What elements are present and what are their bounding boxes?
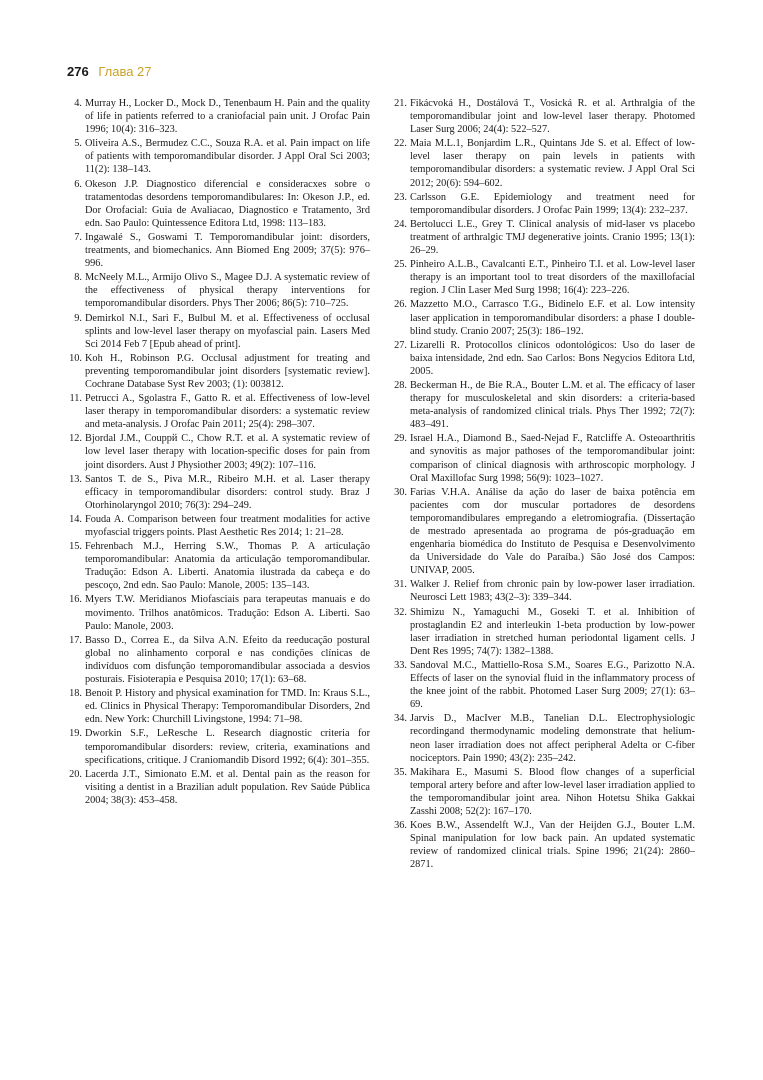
reference-text: Petrucci A., Sgolastra F., Gatto R. et al. Effectiveness of low-level laser therapy in temporomandibular disorders: a systematic review and meta-analysis. J Orofac Pain 2011; 25(4): 298–307. (85, 393, 370, 431)
reference-number: 36. (394, 820, 407, 832)
reference-item (392, 712, 695, 764)
reference-text: Mazzetto M.O., Carrasco T.G., Bidinelo E.F. et al. Low intensity laser application in temporomandibular disorders: a phase I double-blind study. Cranio 2007; 25(3): 186–192. (410, 299, 695, 337)
reference-item (67, 634, 370, 686)
reference-item (67, 473, 370, 512)
reference-text: Fikácvoká H., Dostálová T., Vosická R. et al. Arthralgia of the temporomandibular joint and low-level laser therapy. Photomed Laser Surg 2006; 24(4): 522–527. (410, 98, 695, 136)
reference-text: Ingawalé S., Goswami T. Temporomandibular joint: disorders, treatments, and biomechanics. Ann Biomed Eng 2009; 37(5): 976–996. (85, 231, 370, 270)
reference-number: 19. (69, 728, 82, 740)
reference-text: Farias V.H.A. Análise da açăo do laser de baixa potência em pacientes com dor muscular portadores de desordens temporomandibulares empregando a eletromiografia. (Dissertação de mestrado apresentada ao programa de pós-graduação em engenharia biomédica do Instituto de Pesquisa e Desenvolvimento da Universidade do Vale do Paraíba.) São José dos Campos: UNIVAP, 2005. (410, 486, 695, 577)
reference-text: Beckerman H., de Bie R.A., Bouter L.M. et al. The efficacy of laser therapy for musculoskeletal and skin disorders: a criteria-based meta-analysis of randomized clinical trials. Phys Ther 1992; 72(7): 483–491. (410, 379, 695, 431)
reference-number: 28. (394, 379, 407, 391)
reference-text: Maia M.L.1, Bonjardim L.R., Quintans Jde S. et al. Effect of low-level laser therapy on pain levels in patients with temporomandibular disorders: a systematic review. J Appl Oral Sci 2012; 20(6): 594–602. (410, 138, 695, 189)
reference-item (392, 379, 695, 431)
reference-number: 9. (74, 312, 82, 324)
reference-number: 18. (69, 688, 82, 700)
reference-text: Myers T.W. Meridianos Miofasciais para terapeutas manuais e do movimento. Trilhos anatômicos. Tradução: Edson A. Liberti. Sao Paulo: Manole, 2003. (85, 594, 370, 632)
reference-text: Oliveira A.S., Bermudez C.C., Souza R.A. et al. Pain impact on life of patients with temporomandibular disorder. J Appl Oral Sci 2003; 11(2): 138–143. (85, 138, 370, 176)
reference-item (392, 339, 695, 378)
reference-text: Israel H.A., Diamond B., Saed-Nejad F., Ratcliffe A. Osteoarthritis and synovitis as major pathoses of the temporomandibular joint: comparison of clinical diagnosis with arthroscopic morphology. J Oral Maxillofac Surg 1998; 56(9): 1023–1027. (410, 433, 695, 484)
reference-number: 31. (394, 579, 407, 591)
reference-number: 5. (74, 138, 82, 150)
reference-item (67, 687, 370, 726)
references-right-column (392, 97, 695, 872)
reference-item (67, 231, 370, 270)
reference-text: Carlsson G.E. Epidemiology and treatment need for temporomandibular disorders. J Orofac Pain 1999; 13(4): 232–237. (410, 191, 695, 216)
reference-number: 34. (394, 713, 407, 725)
page-number: 276 (67, 64, 89, 79)
reference-number: 16. (69, 594, 82, 606)
reference-item (392, 137, 695, 189)
reference-number: 13. (69, 473, 82, 485)
reference-number: 12. (69, 433, 82, 445)
reference-number: 24. (394, 218, 407, 230)
reference-number: 7. (74, 231, 82, 243)
reference-item (67, 727, 370, 766)
reference-item (392, 578, 695, 604)
reference-number: 35. (394, 766, 407, 778)
reference-item (392, 298, 695, 337)
reference-text: Okeson J.P. Diagnostico diferencial e consideracxes sobre o tratamentodas desordens temporomandibulares: In: Okeson J.P., ed. Dor Orofacial: Guia de Avaliacao, Diagnostico e Tratamento, 3rd edn. Sao Paulo: Quintessence Editora Ltd, 1998: 113–183. (85, 178, 370, 229)
reference-number: 8. (74, 272, 82, 284)
reference-number: 14. (69, 513, 82, 525)
reference-item (67, 312, 370, 351)
reference-text: Fehrenbach M.J., Herring S.W., Thomas P. A articulação temporomandibular: Anatomia da articulação temporomandibular. Tradução: Edson A. Liberti. Anatomia ilustrada da cabeça e do pescoço, 2nd edn. Sao Paulo: Manole, 2005: 135–143. (85, 541, 370, 592)
reference-text: Demirkol N.I., Sari F., Bulbul M. et al. Effectiveness of occlusal splints and low-level laser therapy on myofascial pain. Lasers Med Sci 2014 Feb 7 [Epub ahead of print]. (85, 312, 370, 350)
reference-text: Makihara E., Masumi S. Blood flow changes of a superficial temporal artery before and after low-level laser irradiation applied to the temporomandibular joint area. Nihon Hotetsu Shika Gakkai Zasshi 2008; 52(2): 167–170. (410, 766, 695, 817)
reference-number: 26. (394, 299, 407, 311)
reference-text: Pinheiro A.L.B., Cavalcanti E.T., Pinheiro T.I. et al. Low-level laser therapy is an important tool to treat disorders of the maxillofacial region. J Clin Laser Med Surg 1998; 16(4): 223–226. (410, 259, 695, 297)
reference-text: Lacerda J.T., Simionato E.M. et al. Dental pain as the reason for visiting a dentist in a Brazilian adult population. Rev Saúde Pública 2004; 38(3): 453–458. (85, 768, 370, 806)
reference-item (392, 97, 695, 136)
reference-text: McNeely M.L., Armijo Olivo S., Magee D.J. A systematic review of the effectiveness of physical therapy interventions for temporomandibular disorders. Phys Ther 2006; 86(5): 710–725. (85, 272, 370, 310)
references-left-column (67, 97, 370, 808)
reference-text: Bertolucci L.E., Grey T. Clinical analysis of mid-laser vs placebo treatment of arthralgic TMJ degenerative joints. Cranio 1995; 13(1): 26–29. (410, 218, 695, 257)
reference-item (67, 392, 370, 431)
reference-text: Benoit P. History and physical examination for TMD. In: Kraus S.L., ed. Clinics in Physical Therapy: Temporomandibular Disorders, 2nd edn. New York: Churchill Livingstone, 1994: 71–98. (85, 688, 370, 726)
reference-number: 27. (394, 339, 407, 351)
reference-text: Sandoval M.C., Mattiello-Rosa S.M., Soares E.G., Parizotto N.A. Effects of laser on the synovial fluid in the inflammatory process of the knee joint of the rabbit. Photomed Laser Surg 2009; 27(1): 63–69. (410, 659, 695, 711)
reference-number: 15. (69, 541, 82, 553)
reference-number: 22. (394, 138, 407, 150)
reference-text: Basso D., Correa E., da Silva A.N. Efeito da reeducação postural global no alinhamento corporal e nas condições clínicas de indivíduos com disfunção temporomandibular associada a desvios posturais. Fisioterapia e Pesquisa 2010; 17(1): 63–68. (85, 634, 370, 686)
reference-number: 33. (394, 659, 407, 671)
reference-text: Murray H., Locker D., Mock D., Tenenbaum H. Pain and the quality of life in patients referred to a craniofacial pain unit. J Orofac Pain 1996; 10(4): 316–323. (85, 98, 370, 136)
reference-text: Koh H., Robinson P.G. Occlusal adjustment for treating and preventing temporomandibular joint disorders [systematic review]. Cochrane Database Syst Rev 2003; (1): 003812. (85, 352, 370, 390)
reference-number: 6. (74, 178, 82, 190)
reference-number: 17. (69, 634, 82, 646)
reference-text: Bjordal J.M., Couppй C., Chow R.T. et al. A systematic review of low level laser therapy with location-specific doses for pain from joint disorders. Aust J Physiother 2003; 49(2): 107–116. (85, 433, 370, 471)
page-header (67, 64, 152, 80)
reference-item (392, 432, 695, 484)
chapter-label: Глава 27 (98, 64, 152, 79)
reference-text: Jarvis D., MacIver M.B., Tanelian D.L. Electrophysiologic recordingand thermodynamic modeling demonstrate that helium-neon laser irradiation does not affect peripheral Adelta or C-fiber nociceptors. Pain 1990; 43(2): 235–242. (410, 713, 695, 764)
reference-item (392, 258, 695, 297)
reference-item (392, 606, 695, 658)
reference-item (67, 97, 370, 136)
reference-item (392, 191, 695, 217)
reference-item (392, 766, 695, 818)
reference-text: Koes B.W., Assendelft W.J., Van der Heijden G.J., Bouter L.M. Spinal manipulation for low back pain. An updated systematic review of randomized clinical trials. Spine 1996; 21(24): 2860–2871. (410, 820, 695, 871)
reference-number: 25. (394, 259, 407, 271)
reference-item (67, 540, 370, 592)
reference-number: 20. (69, 768, 82, 780)
reference-number: 29. (394, 433, 407, 445)
reference-item (67, 768, 370, 807)
reference-text: Fouda A. Comparison between four treatment modalities for active myofascial triggers points. Plast Aesthetic Res 2014; 1: 21–28. (85, 513, 370, 538)
reference-number: 30. (394, 486, 407, 498)
reference-number: 4. (74, 98, 82, 109)
reference-item (67, 432, 370, 471)
reference-item (67, 178, 370, 230)
reference-item (67, 137, 370, 176)
reference-number: 10. (69, 352, 82, 364)
reference-text: Dworkin S.F., LeResche L. Research diagnostic criteria for temporomandibular disorders: review, criteria, examinations and specifications, critique. J Craniomandib Disord 1992; 6(4): 301–355. (85, 728, 370, 766)
reference-text: Walker J. Relief from chronic pain by low-power laser irradiation. Neurosci Lett 1983; 43(2–3): 339–344. (410, 579, 695, 604)
reference-number: 11. (69, 393, 82, 405)
reference-item (392, 819, 695, 871)
reference-item (67, 513, 370, 539)
reference-item (392, 486, 695, 578)
reference-item (67, 352, 370, 391)
reference-item (67, 271, 370, 310)
reference-text: Santos T. de S., Piva M.R., Ribeiro M.H. et al. Laser therapy efficacy in temporomandibular disorders: control study. Braz J Otorhinolaryngol 2010; 76(3): 294–249. (85, 473, 370, 511)
reference-number: 21. (394, 98, 407, 109)
reference-item (392, 659, 695, 711)
reference-item (67, 593, 370, 632)
reference-text: Lizarelli R. Protocollos clínicos odontológicos: Uso do laser de baixa intensidade, 2nd edn. Sao Carlos: Bons Negycios Editora Ltd, 2005. (410, 339, 695, 377)
reference-number: 23. (394, 191, 407, 203)
reference-text: Shimizu N., Yamaguchi M., Goseki T. et al. Inhibition of prostaglandin E2 and interleukin 1-beta production by low-power laser irradiation in stretched human periodontal ligament cells. J Dent Res 1995; 74(7): 1382–1388. (410, 606, 695, 657)
reference-item (392, 218, 695, 257)
reference-number: 32. (394, 606, 407, 618)
